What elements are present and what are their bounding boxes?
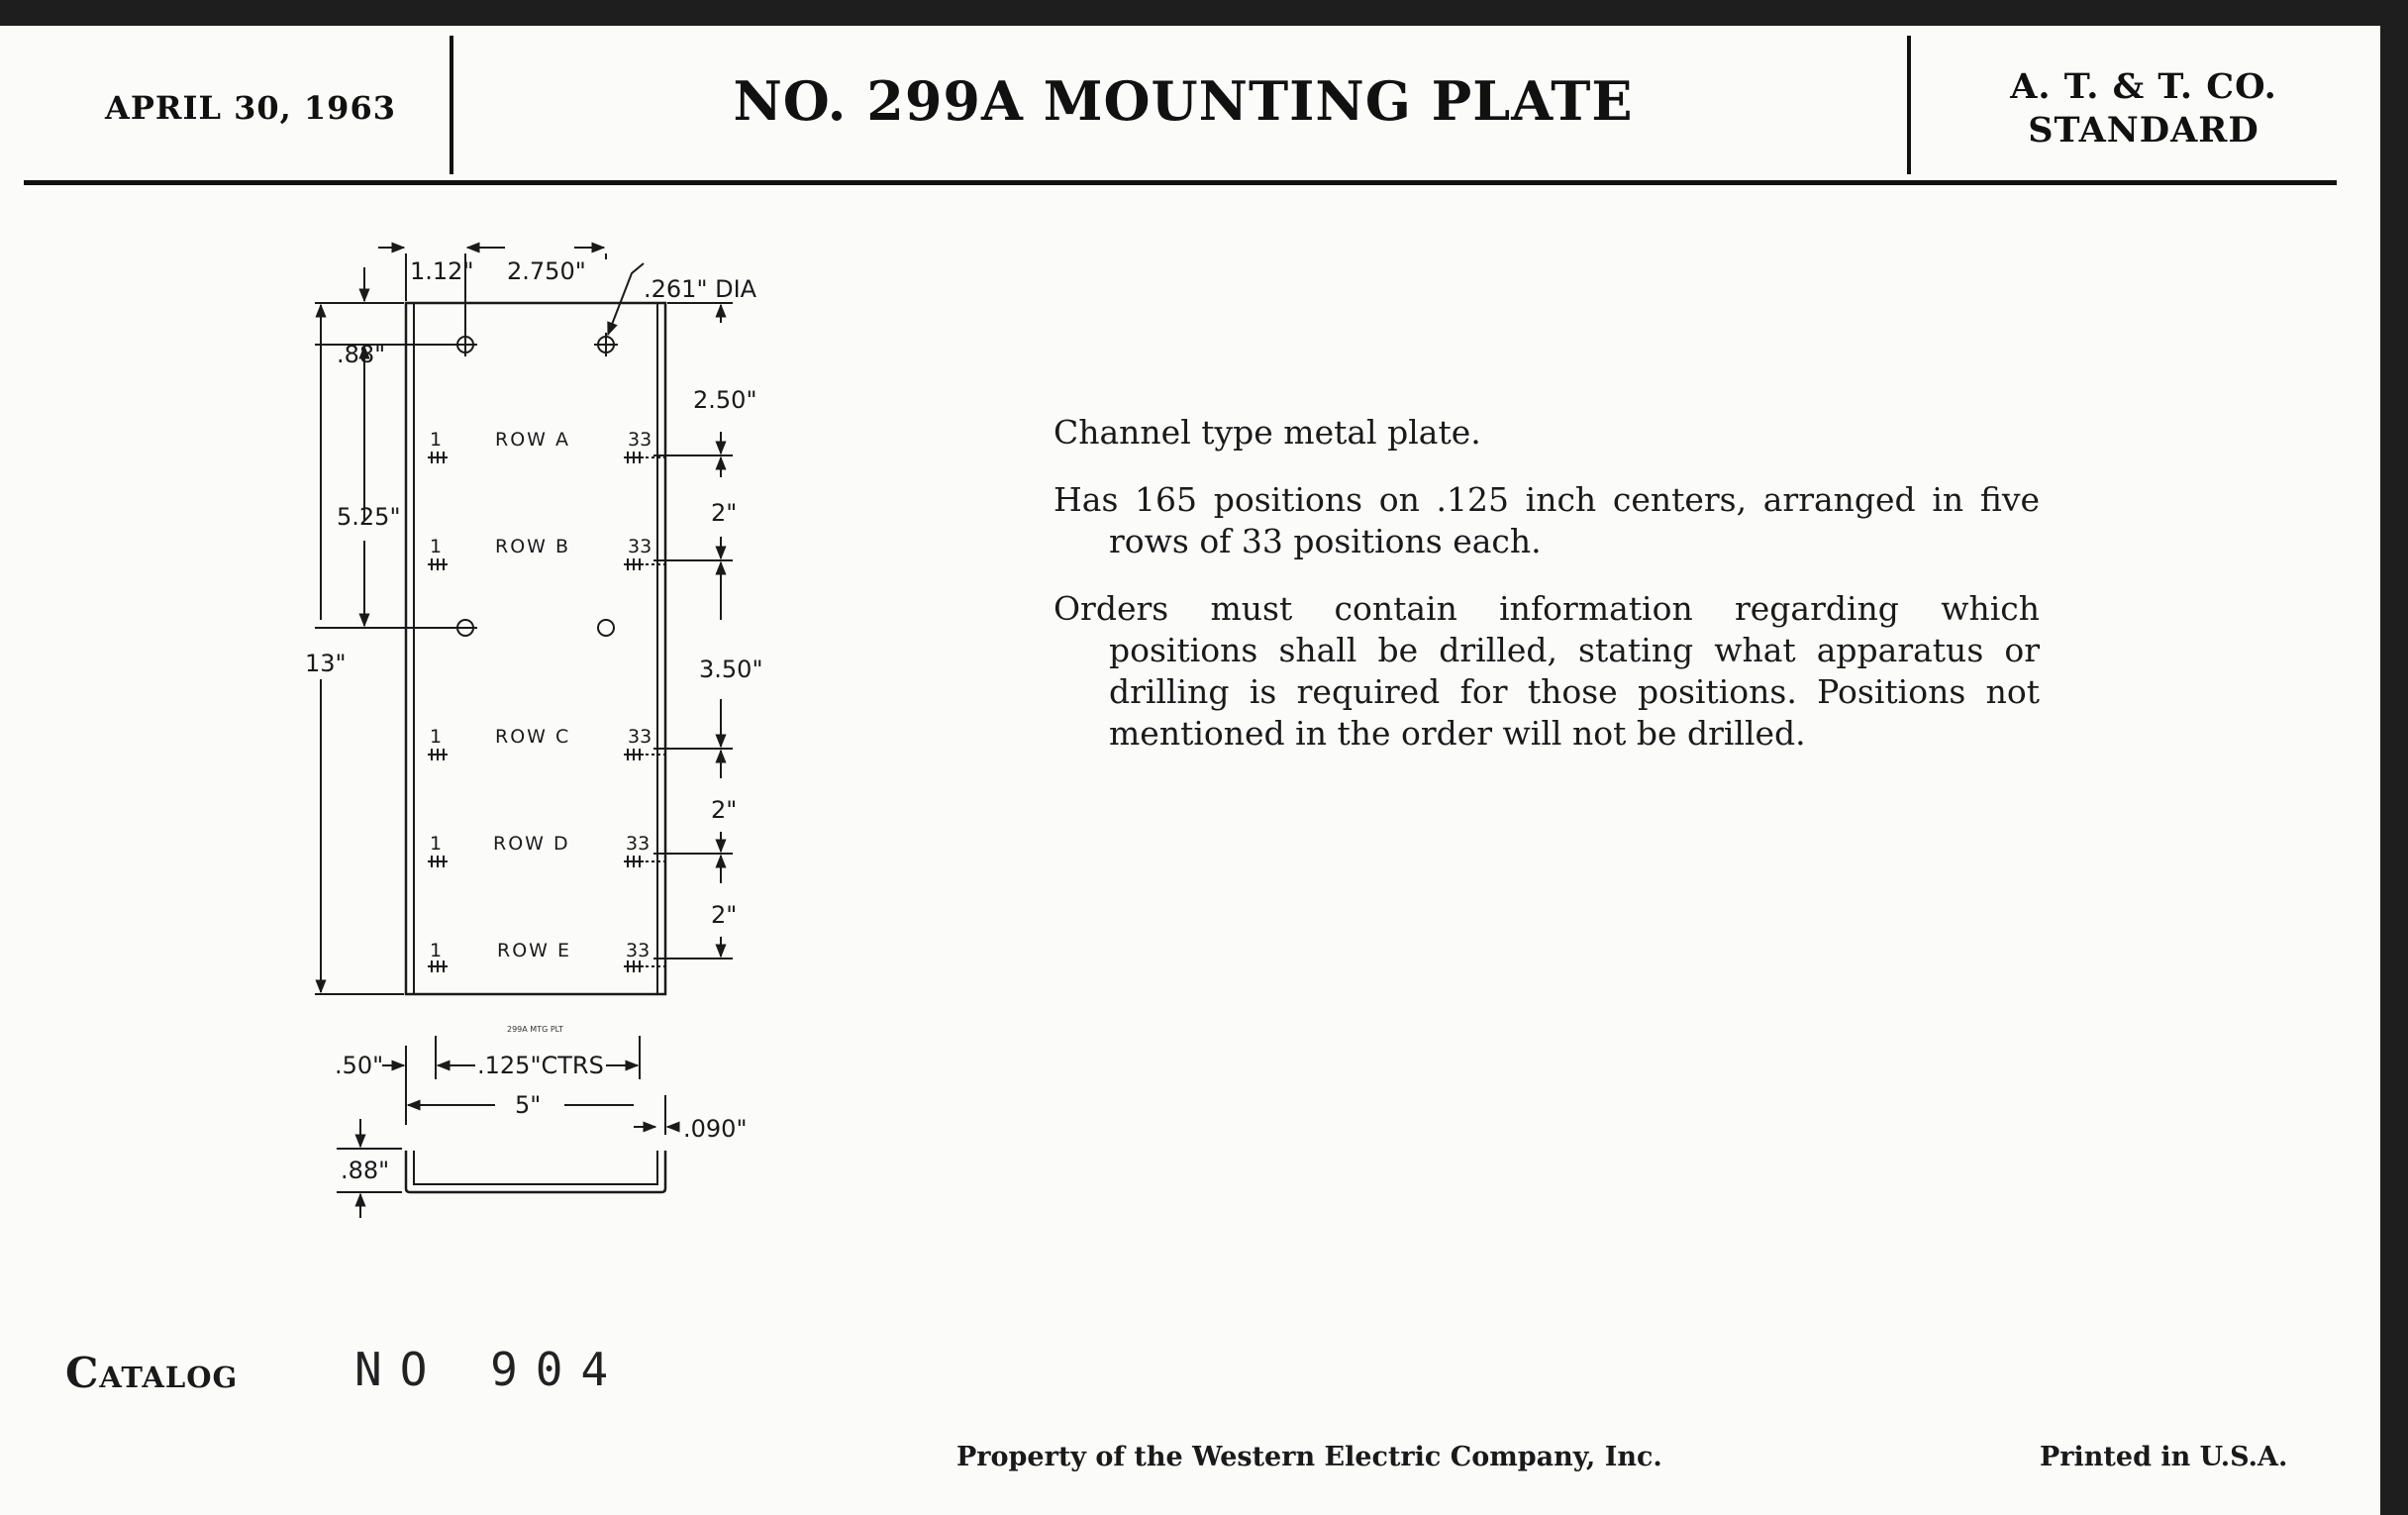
row-last-position: 33 [626,833,651,855]
plate-outline [406,303,665,994]
row-last-position: 33 [628,536,652,557]
description [1054,412,2040,780]
description-paragraph: Orders must contain information regarding which positions shall be drilled, stating what apparatus or drilling is required for those positions. Positions not mentioned in the order will not be drilled. [1054,589,2040,753]
row-label: ROW E [497,940,571,961]
row-label: ROW D [493,833,570,855]
catalog-card [0,26,2380,1515]
dim-plate-length: 13" [305,650,347,677]
row-first-position: 1 [430,726,443,748]
standard-line-2: STANDARD [2028,110,2259,151]
part-stamp: 299A MTG PLT [507,1025,563,1034]
dim-row-bc: 3.50" [699,656,763,683]
description-paragraph: Has 165 positions on .125 inch centers, arranged in five rows of 33 positions each. [1054,480,2040,560]
row-ticks [428,452,665,972]
issue-date: APRIL 30, 1963 [105,89,396,127]
row-first-position: 1 [430,536,443,557]
catalog-number: NO 904 [354,1343,627,1396]
dim-flange: .88" [341,1157,390,1184]
channel-section [406,1151,665,1192]
page-title: NO. 299A MOUNTING PLATE [733,69,1634,133]
row-first-position: 1 [430,833,443,855]
row-last-position: 33 [628,726,652,748]
dim-vertical-hole-spacing: 5.25" [337,503,401,531]
catalog-label: Catalog [65,1349,239,1397]
row-label: ROW C [495,726,571,748]
dim-centers: .125"CTRS [477,1052,604,1079]
footer-printed-notice: Printed in U.S.A. [2040,1442,2288,1472]
dim-row-ab: 2" [711,499,738,527]
dim-hole-offset: 1.12" [410,257,474,285]
dim-hole-diameter: .261" DIA [644,275,757,303]
dim-plate-width: 5" [515,1091,542,1119]
dim-margin: .50" [335,1052,384,1079]
row-label: ROW B [495,536,571,557]
row-first-position: 1 [430,940,443,961]
dim-thickness: .090" [683,1115,748,1143]
row-first-position: 1 [430,429,443,451]
dim-row-a-offset: 2.50" [693,386,757,414]
mounting-hole [598,620,614,636]
dim-row-de: 2" [711,901,738,929]
row-last-position: 33 [626,940,651,961]
dim-row-cd: 2" [711,796,738,824]
dim-top-offset: .88" [337,341,386,368]
description-paragraph: Channel type metal plate. [1054,413,1481,452]
row-label: ROW A [495,429,570,451]
standard-line-1: A. T. & T. CO. [2010,66,2277,107]
footer-property-notice: Property of the Western Electric Company, Inc. [956,1442,1662,1472]
dim-hole-spacing: 2.750" [507,257,586,285]
row-last-position: 33 [628,429,652,451]
